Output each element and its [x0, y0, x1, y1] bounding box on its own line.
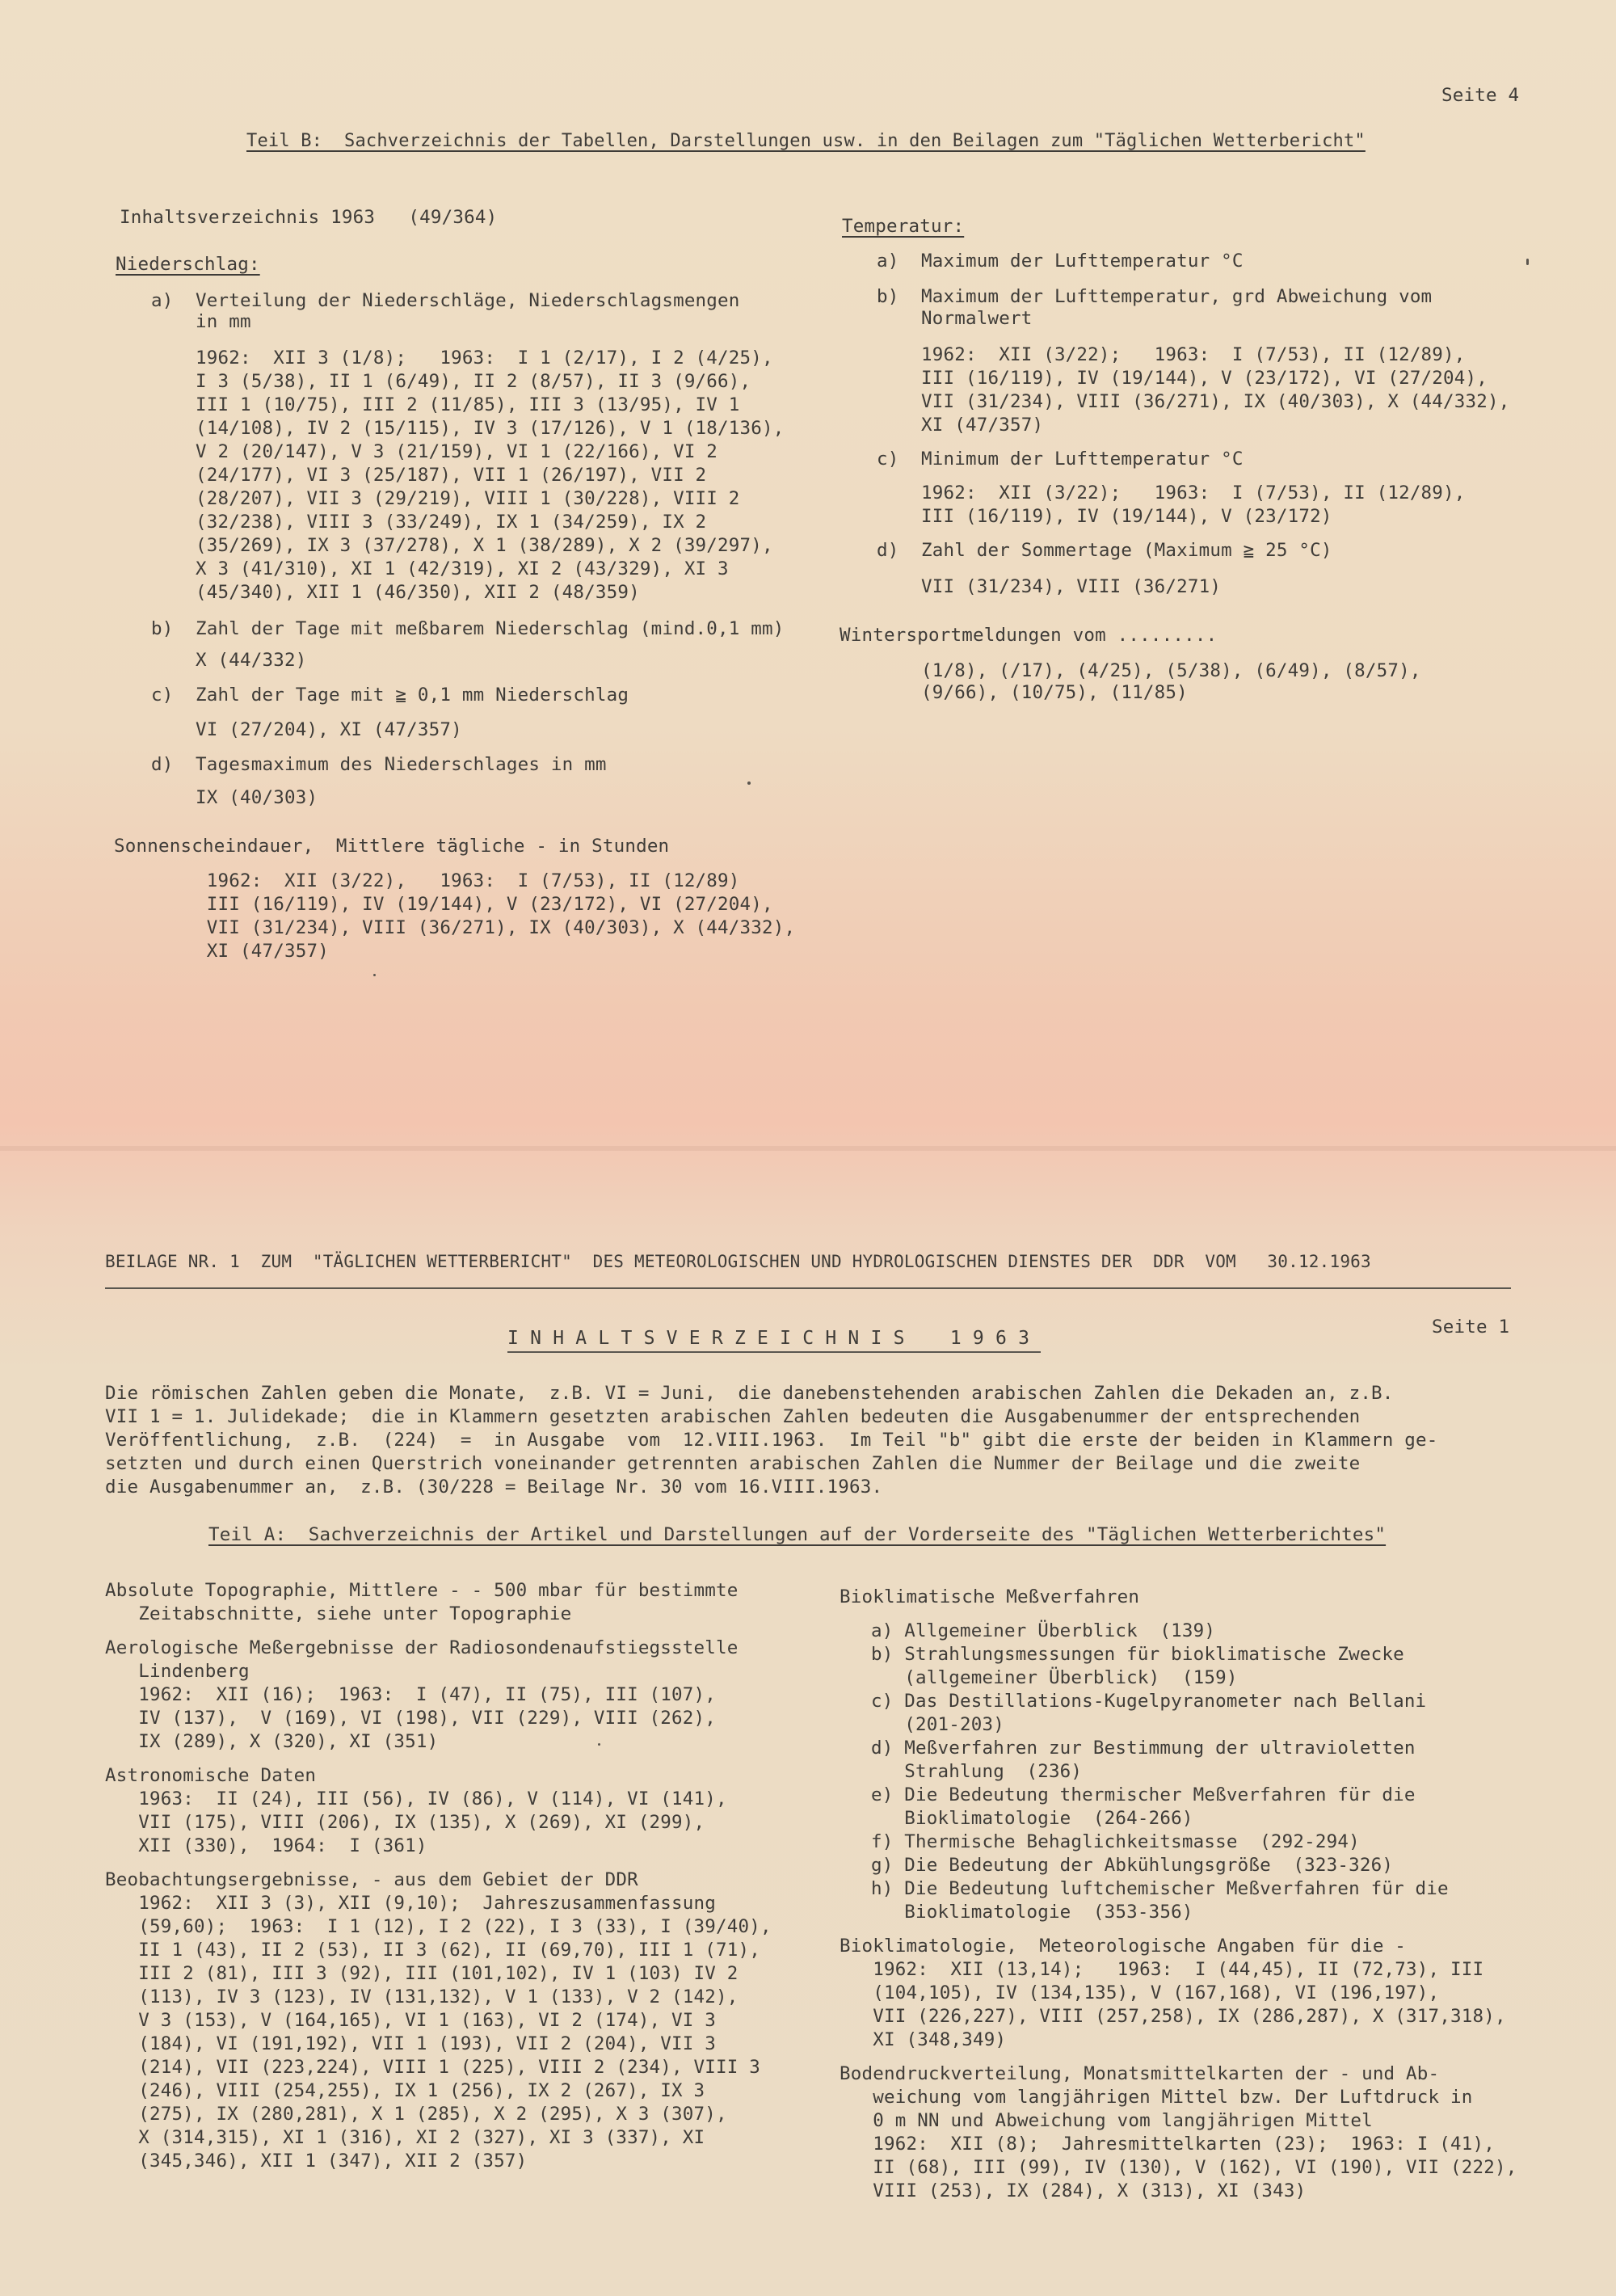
section-heading-teil-a: Teil A: Sachverzeichnis der Artikel und Darstellungen auf der Vorderseite des "Täglichen Wetterberichtes": [208, 1524, 1387, 1545]
text-line: VIII (253), IX (284), X (313), XI (343): [840, 2180, 1307, 2201]
intro-line: die Ausgabenummer an, z.B. (30/228 = Beilage Nr. 30 vom 16.VIII.1963.: [105, 1477, 883, 1498]
text-line: V 2 (20/147), V 3 (21/159), VI 1 (22/166), VI 2: [151, 441, 718, 462]
text-line: V 3 (153), V (164,165), VI 1 (163), VI 2 (174), VI 3: [105, 2010, 717, 2031]
intro-line: setzten und durch einen Querstrich voneinander getrennten arabischen Zahlen die Nummer der Beilage und die zweite: [105, 1453, 1361, 1474]
text-line: 1962: XII (13,14); 1963: I (44,45), II (72,73), III: [840, 1959, 1484, 1980]
text-line: Lindenberg: [105, 1661, 250, 1682]
text-line: (201-203): [871, 1714, 1004, 1735]
text-line: XI (348,349): [840, 2029, 1007, 2050]
title-rule: [507, 1351, 1041, 1353]
text-line: (allgemeiner Überblick) (159): [871, 1667, 1238, 1688]
text-line: III (16/119), IV (19/144), V (23/172), VI (27/204),: [151, 894, 773, 915]
text-line: (9/66), (10/75), (11/85): [877, 682, 1188, 703]
text-line: X (314,315), XI 1 (316), XI 2 (327), XI 3 (337), XI: [105, 2127, 705, 2148]
text-line: Absolute Topographie, Mittlere - - 500 mbar für bestimmte: [105, 1580, 739, 1601]
text-line: VII (31/234), VIII (36/271), IX (40/303), X (44/332),: [877, 391, 1510, 412]
text-line: Zeitabschnitte, siehe unter Topographie: [105, 1603, 572, 1624]
text-line: Bioklimatologie, Meteorologische Angaben für die -: [840, 1936, 1407, 1957]
text-line: (32/238), VIII 3 (33/249), IX 1 (34/259), IX 2: [151, 512, 707, 533]
text-line: weichung vom langjährigen Mittel bzw. Der Luftdruck in: [840, 2087, 1473, 2108]
text-line: 1962: XII (16); 1963: I (47), II (75), III (107),: [105, 1684, 717, 1705]
text-line: XII (330), 1964: I (361): [105, 1835, 427, 1856]
text-line: VII (31/234), VIII (36/271), IX (40/303), X (44/332),: [151, 917, 796, 938]
page-fold: [0, 1146, 1616, 1151]
text-line: Bioklimatologie (264-266): [871, 1808, 1193, 1829]
text-line: 1962: XII 3 (1/8); 1963: I 1 (2/17), I 2 (4/25),: [151, 348, 773, 369]
intro-line: VII 1 = 1. Julidekade; die in Klammern gesetzten arabischen Zahlen bedeuten die Ausgabenummer der entsprechenden: [105, 1406, 1361, 1427]
text-line: h) Die Bedeutung luftchemischer Meßverfahren für die: [871, 1878, 1449, 1899]
text-line: VII (175), VIII (206), IX (135), X (269), XI (299),: [105, 1812, 705, 1833]
text-line: III 1 (10/75), III 2 (11/85), III 3 (13/95), IV 1: [151, 394, 740, 415]
text-line: Astronomische Daten: [105, 1765, 317, 1786]
text-line: IV (137), V (169), VI (198), VII (229), VIII (262),: [105, 1708, 717, 1729]
text-line: VII (31/234), VIII (36/271): [877, 576, 1222, 597]
text-line: c) Minimum der Lufttemperatur °C: [877, 449, 1244, 470]
text-line: (275), IX (280,281), X 1 (285), X 2 (295), X 3 (307),: [105, 2104, 727, 2125]
text-line: (14/108), IV 2 (15/115), IV 3 (17/126), V 1 (18/136),: [151, 418, 785, 439]
text-line: 1963: II (24), III (56), IV (86), V (114), VI (141),: [105, 1788, 727, 1809]
intro-line: Veröffentlichung, z.B. (224) = in Ausgabe vom 12.VIII.1963. Im Teil "b" gibt die erste der beiden in Klammern ge-: [105, 1430, 1438, 1451]
text-line: Aerologische Meßergebnisse der Radiosondenaufstiegsstelle: [105, 1637, 739, 1658]
text-line: Strahlung (236): [871, 1761, 1083, 1782]
text-line: X 3 (41/310), XI 1 (42/319), XI 2 (43/329), XI 3: [151, 558, 729, 579]
text-line: d) Zahl der Sommertage (Maximum ≧ 25 °C): [877, 540, 1332, 561]
text-line: e) Die Bedeutung thermischer Meßverfahren für die: [871, 1784, 1416, 1805]
text-line: Inhaltsverzeichnis 1963 (49/364): [120, 207, 498, 228]
intro-line: Die römischen Zahlen geben die Monate, z.B. VI = Juni, die danebenstehenden arabischen Zahlen die Dekaden an, z.B.: [105, 1383, 1394, 1404]
text-line: (24/177), VI 3 (25/187), VII 1 (26/197), VII 2: [151, 465, 707, 486]
category-heading: Temperatur:: [842, 216, 965, 237]
text-line: II 1 (43), II 2 (53), II 3 (62), II (69,70), III 1 (71),: [105, 1940, 761, 1961]
text-line: (184), VI (191,192), VII 1 (193), VII 2 (204), VII 3: [105, 2033, 717, 2054]
text-line: a) Allgemeiner Überblick (139): [871, 1620, 1216, 1641]
text-line: 1962: XII 3 (3), XII (9,10); Jahreszusammenfassung: [105, 1893, 717, 1914]
text-line: b) Zahl der Tage mit meßbarem Niederschlag (mind.0,1 mm): [151, 618, 785, 639]
text-line: f) Thermische Behaglichkeitsmasse (292-294): [871, 1831, 1360, 1852]
text-line: I 3 (5/38), II 1 (6/49), II 2 (8/57), II 3 (9/66),: [151, 371, 751, 392]
text-line: b) Maximum der Lufttemperatur, grd Abweichung vom: [877, 286, 1433, 307]
text-line: (1/8), (/17), (4/25), (5/38), (6/49), (8/57),: [877, 660, 1421, 681]
text-line: II (68), III (99), IV (130), V (162), VI (190), VII (222),: [840, 2157, 1517, 2178]
index-title: I N H A L T S V E R Z E I C H N I S 1 9 6 3: [507, 1328, 1030, 1349]
text-line: III (16/119), IV (19/144), V (23/172), VI (27/204),: [877, 368, 1488, 389]
text-line: (35/269), IX 3 (37/278), X 1 (38/289), X 2 (39/297),: [151, 535, 773, 556]
text-line: VI (27/204), XI (47/357): [151, 719, 462, 740]
text-line: (345,346), XII 1 (347), XII 2 (357): [105, 2151, 528, 2172]
scan-speck: [1526, 259, 1529, 265]
text-line: Normalwert: [877, 308, 1033, 329]
text-line: a) Maximum der Lufttemperatur °C: [877, 251, 1244, 272]
text-line: III 2 (81), III 3 (92), III (101,102), IV 1 (103) IV 2: [105, 1963, 739, 1984]
text-line: (28/207), VII 3 (29/219), VIII 1 (30/228), VIII 2: [151, 488, 740, 509]
text-line: III (16/119), IV (19/144), V (23/172): [877, 506, 1332, 527]
text-line: a) Verteilung der Niederschläge, Niederschlagsmengen: [151, 290, 740, 311]
page-number-bottom: Seite 1: [1432, 1317, 1510, 1338]
text-line: c) Das Destillations-Kugelpyranometer nach Bellani: [871, 1691, 1427, 1712]
text-line: 1962: XII (3/22); 1963: I (7/53), II (12/89),: [877, 344, 1466, 365]
section-heading-teil-b: Teil B: Sachverzeichnis der Tabellen, Darstellungen usw. in den Beilagen zum "Täglichen Wetterbericht": [246, 131, 1366, 151]
masthead: BEILAGE NR. 1 ZUM "TÄGLICHEN WETTERBERICHT" DES METEOROLOGISCHEN UND HYDROLOGISCHEN DIENSTES DER DDR VOM 30.12.1963: [105, 1252, 1371, 1271]
text-line: in mm: [151, 311, 251, 332]
text-line: Bioklimatische Meßverfahren: [840, 1586, 1140, 1607]
text-line: Bodendruckverteilung, Monatsmittelkarten der - und Ab-: [840, 2063, 1440, 2084]
masthead-rule: [105, 1287, 1511, 1289]
text-line: (246), VIII (254,255), IX 1 (256), IX 2 (267), IX 3: [105, 2080, 705, 2101]
scan-speck: [598, 1743, 600, 1746]
text-line: IX (289), X (320), XI (351): [105, 1731, 439, 1752]
text-line: (214), VII (223,224), VIII 1 (225), VIII 2 (234), VIII 3: [105, 2057, 761, 2078]
scan-speck: [747, 781, 751, 785]
text-line: (104,105), IV (134,135), V (167,168), VI (196,197),: [840, 1982, 1440, 2003]
category-heading: Wintersportmeldungen vom .........: [840, 625, 1218, 646]
text-line: d) Meßverfahren zur Bestimmung der ultravioletten: [871, 1738, 1416, 1759]
text-line: b) Strahlungsmessungen für bioklimatische Zwecke: [871, 1644, 1404, 1665]
text-line: 1962: XII (3/22); 1963: I (7/53), II (12/89),: [877, 482, 1466, 503]
text-line: Bioklimatologie (353-356): [871, 1902, 1193, 1923]
text-line: g) Die Bedeutung der Abkühlungsgröße (323-326): [871, 1855, 1394, 1876]
page-number-top: Seite 4: [1441, 85, 1520, 106]
text-line: X (44/332): [151, 650, 307, 671]
text-line: 0 m NN und Abweichung vom langjährigen Mittel: [840, 2110, 1373, 2131]
category-heading: Sonnenscheindauer, Mittlere tägliche - in Stunden: [114, 836, 670, 857]
text-line: (113), IV 3 (123), IV (131,132), V 1 (133), V 2 (142),: [105, 1986, 739, 2007]
text-line: 1962: XII (8); Jahresmittelkarten (23); 1963: I (41),: [840, 2134, 1496, 2155]
text-line: (45/340), XII 1 (46/350), XII 2 (48/359): [151, 582, 640, 603]
category-heading: Niederschlag:: [116, 254, 260, 275]
text-line: XI (47/357): [151, 941, 329, 962]
text-line: 1962: XII (3/22), 1963: I (7/53), II (12/89): [151, 870, 740, 891]
text-line: XI (47/357): [877, 415, 1044, 436]
text-line: Beobachtungsergebnisse, - aus dem Gebiet der DDR: [105, 1869, 638, 1890]
text-line: (59,60); 1963: I 1 (12), I 2 (22), I 3 (33), I (39/40),: [105, 1916, 772, 1937]
text-line: c) Zahl der Tage mit ≧ 0,1 mm Niederschlag: [151, 685, 629, 706]
text-line: d) Tagesmaximum des Niederschlages in mm: [151, 754, 607, 775]
text-line: IX (40/303): [151, 787, 318, 808]
scan-speck: [373, 974, 376, 976]
text-line: VII (226,227), VIII (257,258), IX (286,287), X (317,318),: [840, 2006, 1506, 2027]
